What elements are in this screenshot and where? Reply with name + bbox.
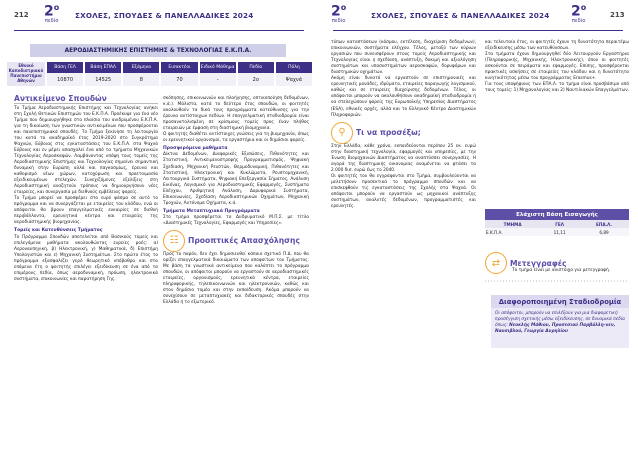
- magnifier-icon: ⚲: [331, 122, 353, 144]
- sectors-heading: Τομείς και Κατευθύνσεις Τμήματος: [14, 228, 103, 234]
- attention-heading-row: [331, 122, 476, 144]
- paragraph: Το Τμήμα Αεροδιαστημικής Επιστήμης και Τεχνολογίας ανήκει στη Σχολή Θετικών Επιστημών του Ε.Κ.Π.Α. Προέκυψε για ένα νέο Τμήμα που δημιουργήθηκε στο πλαίσιο του ανιδρυμένου Ε.Κ.Π.Α. για τη δικαίωση των γνωστικών αντικειμένων που προσφέρονται και πανεπιστημιακά σπουδές. Το Τμήμα ξεκίνησε τη λειτουργία του κατά το ακαδημαϊκό έτος 2019-2020 στο Συγκρότημα Ψαχνών, Εύβοιας στις εγκαταστάσεις του Ε.Κ.Π.Α. στα Ψαχνά Εύβοιας και εν μέρει απασχολεί ένα από τα τμήματα Μηχανικών Τεχνολογίας Αεροσκαφών. Λαμβάνοντας υπόψη τους τομείς της Αεροδιαστημικής Επιστήμης και Τεχνολογίας σημαίνει σημαντική δυναμική στην Ευρώπη αλλά και παγκοσμίως, έρευνα και καθορισμό νέων χώρων, κατοχύρωση και προετοιμασία εξειδικευμένων στελεχών. Συνεχιζόμενες εξελίξεις στη Αεροδιαστημική αναζητούν τρόπους να δημιουργήσουν νέες εταιρείες, και συνεργασία με διεθνούς εμβέλειας φορείς.: [14, 105, 158, 196]
- bullet-paragraph: Για τους υποψήφιους των ΕΠΑ.Λ. το τμήμα είναι προσβάσιμο από τους τομείς: 1) Μηχανολογίας και 2) Ναυτιλιακών Επαγγελμάτων.: [485, 82, 629, 94]
- section-number: 2: [44, 3, 54, 20]
- column-4: [485, 40, 629, 200]
- career-box: [491, 308, 629, 348]
- school-col-special-course: Ειδικό Μάθημα -: [200, 62, 236, 86]
- column-1: [14, 96, 158, 446]
- paragraph: Στην Ελλάδα, κάθε χρόνο, εκπαιδεύονται περίπου 25 εκ. ευρώ στην διαστημική τεχνολογία, εφαρμογές και υπηρεσίες, με την Ένωση Βιομηχανιών Διαστήματος να αναπτύσσει συνεργασίες. Η αγορά της διαστημικής οικονομίας αναμένεται να φτάσει τα 2.000 δισ. ευρώ έως το 2040.: [331, 143, 476, 173]
- study-subject-heading: Αντικείμενο Σπουδών: [14, 94, 107, 103]
- header-divider: [333, 30, 623, 31]
- employment-heading-row: [163, 230, 309, 252]
- school-col-field: Πεδίο 2ο: [238, 62, 274, 86]
- paragraph: σκόπησης, επικοινωνιών και πλοήγησης, οπτικοποίηση δεδομένων, κ.ά.). Μάλιστα, κατά το δεύτερο έτος σπουδών, οι φοιτητές ακολουθούν τα δικά τους προγράμματα κατεύθυνσης για την έρευνα αντίστοιχων πεδίων. Η επαγγελματική σταδιοδρομία είναι προσανατολισμένη σε κρίσιμους τομείς προς έναν πλήθος εταιρειών με έμφαση στη διαστημική βιομηχανία.: [163, 96, 309, 132]
- section-number: 2: [571, 3, 581, 20]
- table-row: Ε.Κ.Π.Α. 11,11 6,89: [485, 228, 629, 236]
- paragraph: Ο φοιτητής διαθέτει αντίστοιχες γνώσεις για τη βιομηχανία, όπως οι ερευνητικοί οργανισμοί, τα εργαστήρια και οι δημόσιοι φορείς.: [163, 132, 309, 144]
- school-col-semesters: Εξάμηνα 8: [123, 62, 159, 86]
- paragraph: τύπων καταστάσεων (κόσμου, εκτέλεση, διαχείριση δεδομένων), επικοινωνιών, συστήματα ελέγχου. Τέλος, μεταξύ των κύριων εργασιών που συνεισφέρουν στους τομείς Αεροδιαστημικής και Τεχνολογίας είναι η σχεδίαση, ανάπτυξη, δοκιμή και αξιολόγηση συστημάτων και υποσυστημάτων αεροσκαφών, δορυφόρων και διαστημικών οχημάτων.: [331, 40, 476, 76]
- school-col-city: Πόλη Ψαχνά: [276, 62, 312, 86]
- transfer-heading: Μετεγγραφές: [510, 258, 567, 268]
- section-marker: [44, 4, 59, 24]
- transfer-arrows-icon: ⇄: [485, 252, 507, 274]
- admission-header: ΤΜΗΜΑ: [485, 220, 540, 228]
- career-names: Νεοκλής Μάθιου, Προσεσιού Παρβάλλη-νεν, Ναυσιβλού, Γεωργία Αυρηλίου: [495, 323, 616, 334]
- attention-heading: Τι να προσέξω;: [356, 127, 421, 137]
- admission-table: [485, 220, 629, 236]
- employment-heading: Προοπτικές Απασχόλησης: [188, 235, 300, 245]
- section-marker: [331, 4, 346, 24]
- paragraph: Στο τμήμα προσφέρεται το Διιδρυματικό Μ.Π.Σ. με τίτλο «Διαστημικές Τεχνολογίες, Εφαρμογές και Υπηρεσίες».: [163, 214, 309, 226]
- admission-header: ΓΕΛ: [540, 220, 579, 228]
- section-word: πεδίο: [331, 17, 346, 24]
- school-col-base-gel: Βάση ΓΕΛ 10870: [47, 62, 83, 86]
- right-page: [319, 0, 638, 450]
- paragraph: Δίκτυα Δεδομένων, Διαφορικές Εξισώσεις, Πιθανότητες και Στατιστική, Αντικειμενοστρεφής Προγραμματισμός, Ψηφιακή Σχεδίαση, Μηχανική Ρευστών, Θερμοδυναμική, Πιθανότητες και Στατιστική, Ηλεκτρονική και Κυκλώματα, Ρευστομηχανική, Λειτουργικά Συστήματα, Ψηφιακή Επεξεργασία Σήματος, Ανάλυση Εικόνας, Λογισμικό για Αεροδιαστημικές Εφαρμογές, Συστήματα Ελέγχου, Αριθμητική Ανάλυση, Δορυφορικά Συστήματα, Επικοινωνίες, Σχεδίαση Αεροδιαστημικών Οχημάτων, Μηχανική Τροχιών, Αυτόνομα Οχήματα, κ.ά.: [163, 152, 309, 206]
- paragraph: Οι φοιτητές του θα εγγράφονται στο Τμήμα, συμβουλεύονται να μελετήσουν προσεκτικά το πρόγραμμα σπουδών και να επισκεφθούν τις εγκαταστάσεις της Σχολής στα Ψαχνά. Οι απόφοιτοι μπορούν να εργαστούν ως μηχανικοί ανάπτυξης συστημάτων, αναλυτές δεδομένων, προγραμματιστές και ερευνητές.: [331, 173, 476, 210]
- paragraph: Προς το παρόν, δεν έχει δημοσιευθεί κάποιο σχετικό Π.Δ. που θα ορίζει επαγγελματικά δικαιώματα των αποφοίτων του Τμήματος. Με βάση τα γνωστικά αντικείμενα που καλύπτει το πρόγραμμα σπουδών, οι απόφοιτοι μπορούν να εργαστούν σε αεροδιαστημικές εταιρείες, οργανισμούς, ερευνητικά κέντρα, εταιρείες πληροφορικής, τηλεπικοινωνιών και ηλεκτρονικών, καθώς και στον δημόσιο τομέα και στην εκπαίδευση. Ακόμα μπορούν να συνεχίσουν σε μεταπτυχιακές και διδακτορικές σπουδές στην Ελλάδα ή το εξωτερικό.: [163, 251, 309, 306]
- page-number: 212: [14, 11, 29, 19]
- admission-title: Ελάχιστη Βάση Εισαγωγής: [485, 209, 629, 220]
- column-2: [163, 96, 309, 446]
- heading-rule: [14, 103, 158, 104]
- briefcase-icon: ☷: [163, 230, 185, 252]
- dotted-divider: [485, 278, 629, 284]
- paragraph: και τελευταίο έτος, οι φοιτητές έχουν τη δυνατότητα περαιτέρω εξειδίκευσης μέσω των κατευθύνσεων.: [485, 40, 629, 52]
- paragraph: Το Πρόγραμμα Σπουδών αποτελείται από Βασικούς τομείς και επιλεγόμενα μαθήματα ακολουθώντας ευρείες ροές: α) Αεροναυπηγική, β) Ηλεκτρονική, γ) Μαθηματικά, δ) Επιστήμη Υπολογιστών και ε) Μηχανική Συστημάτων. Στο πρώτο έτος το πρόγραμμα εξασφαλίζει γερό θεωρητικό υπόβαθρο και στα επόμενα έτη ο φοιτητής επιλέγει εξειδίκευση σε ένα από τα επιμέρους πεδία, όπως αεροδυναμική, πρόωση, ηλεκτρονικά συστήματα, επικοινωνίες και παρατήρηση Γης.: [14, 234, 158, 282]
- career-text: Οι απόφοιτοι, μπορούν να επιλέξουν για μια διαφορετική προσέγγιση σχετικής μέσω εξειδίκευσης, σε δυναμικά πεδία όπως:: [495, 311, 625, 328]
- section-marker: [571, 4, 586, 24]
- career-title: Διαφοροποιημένη Σταδιοδρομία: [491, 295, 629, 308]
- section-sup: o: [53, 3, 60, 12]
- university-label: Εθνικό Καποδιστριακό Πανεπιστήμιο Αθηνών: [7, 62, 45, 86]
- section-sup: o: [340, 3, 347, 12]
- admission-header: ΕΠΑ.Λ.: [579, 220, 629, 228]
- admission-base-box: [485, 209, 629, 236]
- section-sup: o: [580, 3, 587, 12]
- school-col-admitted: Εισακτέοι 70: [161, 62, 197, 86]
- courses-heading: Προσφερόμενα μαθήματα: [163, 146, 228, 152]
- right-header: [319, 0, 638, 34]
- transfer-text: Το τμήμα είναι με ανιστοιχο για μετεγγραφή.: [512, 268, 611, 273]
- paragraph: Το Τμήμα μπορεί να προσφέρει στο ευρύ φάσμα σε αυτό το πρόγραμμα και να συνεργάζεται με εταιρείες του κλάδου, ενώ οι απόφοιτοι θα βρουν επαγγελματικές ευκαιρίες σε διεθνή περιβάλλοντα, ερευνητικά κέντρα και εταιρείες της αεροδιαστημικής βιομηχανίας.: [14, 196, 158, 226]
- school-info-table: [7, 62, 312, 86]
- header-title: ΣΧΟΛΕΣ, ΣΠΟΥΔΕΣ & ΠΑΝΕΛΛΑΔΙΚΕΣ 2024: [75, 11, 254, 20]
- school-col-base-epal: Βάση ΕΠΑΛ 14525: [85, 62, 121, 86]
- section-word: πεδίο: [44, 17, 59, 24]
- postgrad-heading: Τμήματα Μεταπτυχιακά Προγράμματα: [163, 208, 260, 214]
- header-title: ΣΧΟΛΕΣ, ΣΠΟΥΔΕΣ & ΠΑΝΕΛΛΑΔΙΚΕΣ 2024: [371, 11, 550, 20]
- section-number: 2: [331, 3, 341, 20]
- header-divider: [14, 30, 304, 31]
- school-title: ΑΕΡΟΔΙΑΣΤΗΜΙΚΗΣ ΕΠΙΣΤΗΜΗΣ & ΤΕΧΝΟΛΟΓΙΑΣ Ε.Κ.Π.Α.: [30, 44, 286, 57]
- bullet-paragraph: Στα τμήματα έχουν δημιουργηθεί δύο Λειτουργούν Εργαστήρια (Πληροφορικής, Μηχανικής, Ηλεκτρονικής), όπου οι φοιτητές ασκούνται σε πειράματα και εφαρμογές. Επίσης, προσφέρονται πρακτικές ασκήσεις σε εταιρείες του κλάδου και η δυνατότητα κινητικότητας μέσω του προγράμματος Erasmus+.: [485, 52, 629, 82]
- page-number: 213: [610, 11, 625, 19]
- section-word: πεδίο: [571, 17, 586, 24]
- left-header: [0, 0, 319, 34]
- paragraph: Ακόμη είναι δυνατό να εργαστούν σε επιστημονικές και ερευνητικές μονάδες, ιδρύματα, εταιρείες παραγωγής λογισμικού, καθώς και σε εταιρείες διαχείρισης δεδομένων. Τέλος, οι απόφοιτοι μπορούν να ακολουθήσουν ακαδημαϊκή σταδιοδρομία ή να στελεχώσουν φορείς της Ευρωπαϊκής Υπηρεσίας Διαστήματος (ESA), εθνικές αρχές, αλλά και το Ελληνικό Κέντρο Διαστημικών Πληροφοριών.: [331, 76, 476, 118]
- column-3: [331, 40, 476, 445]
